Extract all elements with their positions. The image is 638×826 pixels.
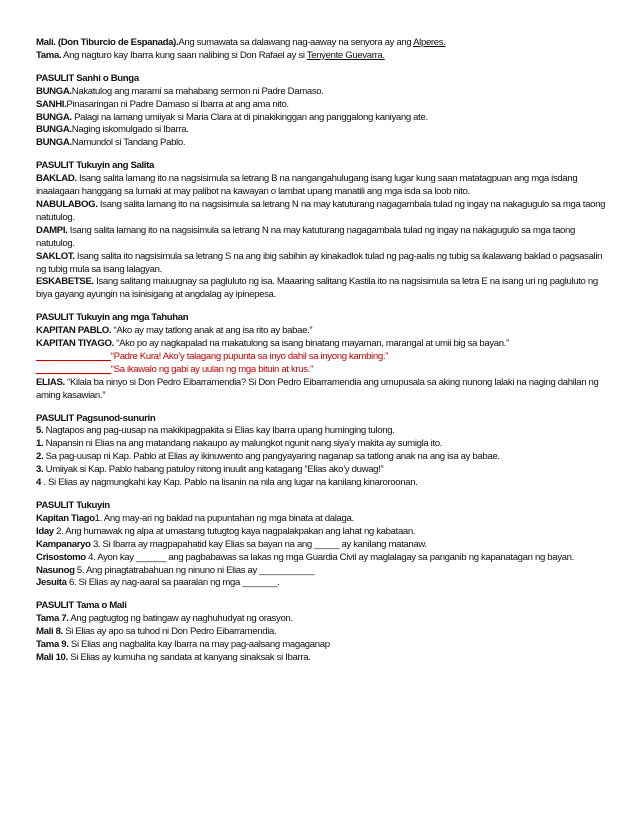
answer-line: KAPITAN TIYAGO. “Ako po ay nagkapalad na makatulong sa isang binatang mayaman, marangal at umii big sa bayan.” [36,338,509,350]
answer-line: BUNGA.Nakatulog ang marami sa mahabang sermon ni Padre Damaso. [36,85,324,97]
answer-line: _______________“Sa ikawalo ng gabi ay uulan ng mga bituin at krus.” [36,363,313,375]
answer-line: Iday 2. Ang humawak ng alpa at umastang tutugtog kaya nagpalakpakan ang lahat ng kabataan. [36,525,416,537]
answer-line: Tama 7. Ang pagtugtog ng batingaw ay naghuhudyat ng orasyon. [36,613,293,625]
answer-line: Mali 8. Si Elias ay apo sa tuhod ni Don Pedro Eibarramendia. [36,626,277,638]
answer-line: 1. Napansin ni Elias na ang matandang nakaupo ay malungkot ngunit nang siya’y makita ay sumigla ito. [36,438,443,450]
section-title: PASULIT Tukuyin [36,500,110,511]
answer-line: Kampanaryo 3. Si Ibarra ay magpapahatid kay Elias sa bayan na ang _____ ay kanilang matanaw. [36,538,427,550]
answer-line: Mali. (Don Tiburcio de Espanada).Ang sumawata sa dalawang nag-aaway na senyora ay ang Alperes. [36,37,446,48]
answer-line: BUNGA. Palagi na lamang umiiyak si Maria Clara at di pinakikinggan ang panggalong kaniyang ate. [36,111,428,123]
answer-line: 5. Nagtapos ang pag-uusap na makikipagpakita si Elias kay Ibarra upang huminging tulong. [36,425,395,437]
answer-line: Mali 10. Si Elias ay kumuha ng sandata at kanyang sinaksak si Ibarra. [36,651,311,663]
answer-line: DAMPI. Isang salita lamang ito na nagsisimula sa letrang N na may katuturang nagagambala tulad ng ingay na nakagugulo sa mga taong natutulog. [36,224,576,249]
answer-line: Tama 9. Si Elias ang nagbalita kay Ibarra na may pag-aalsang magaganap [36,639,330,651]
answer-line: _______________“Padre Kura! Ako’y talagang pupunta sa inyo dahil sa inyong kambing.” [36,350,388,362]
answer-line: SAKLOT. Isang salita ito nagsisimula sa letrang S na ang ibig sabihin ay kinakadlok tulad ng pag-aalis ng tubig sa ikalawang baklad o pagsasalin ng tubig mula sa isang lalagyan. [36,250,603,275]
section-title: PASULIT Tukuyin ang mga Tahuhan [36,312,189,324]
section-title: PASULIT Tama o Mali [36,600,127,612]
answer-line: BUNGA.Namundol si Tandang Pablo. [36,137,186,149]
section-title: PASULIT Pagsunod-sunurin [36,412,156,424]
section-title: PASULIT Tukuyin ang Salita [36,160,154,172]
answer-line: Crisostomo 4. Ayon kay ______ ang pagbabawas sa lakas ng mga Guardia Civil ay maglalagay sa panganib ng kapanatagan ng bayan. [36,551,574,563]
answer-line: SANHI.Pinasaringan ni Padre Damaso si Ibarra at ang ama nito. [36,98,289,110]
answer-line: BAKLAD. Isang salita lamang ito na nagsisimula sa letrang B na nangangahulugang isang lugar kung saan matatagpuan ang mga isdang inaalagaan hanggang sa lumaki at may palibot na kawayan o lambat upang manatili ang mga isda sa loob nito. [36,173,578,198]
answer-line: Kapitan Tiago1. Ang may-ari ng baklad na pupuntahan ng mga binata at dalaga. [36,512,354,524]
answer-line: ESKABETSE. Isang salitang maiuugnay sa pagluluto ng isa. Maaaring salitang Kastila ito na nagsisimula sa letra E na isang uri ng pagluluto ng biya gayang ayungin na isinisigang at angdalag ay ipinepesa. [36,276,598,301]
answer-line: Nasunog 5. Ang pinagtatrabahuan ng ninuno ni Elias ay ___________ [36,564,315,576]
answer-line: Tama. Ang nagturo kay Ibarra kung saan nalibing si Don Rafael ay si Tenyente Guevarra. [36,49,385,61]
answer-line: 3. Umiiyak si Kap. Pablo habang patuloy nitong inuulit ang katagang “Elias ako’y duwag!” [36,464,384,476]
answer-line: BUNGA.Naging iskomulgado si Ibarra. [36,124,189,136]
answer-line: NABULABOG. Isang salita lamang ito na nagsisimula sa letrang N na may katuturang nagagambala tulad ng ingay na nakagugulo sa mga taong natutulog. [36,198,606,223]
answer-line: Jesuita 6. Si Elias ay nag-aaral sa paaralan ng mga _______. [36,577,280,589]
section-title: PASULIT Sanhi o Bunga [36,72,139,84]
answer-line: 2. Sa pag-uusap ni Kap. Pablo at Elias ay ikinuwento ang pangyayaring naganap sa tatlong anak na ang isa ay babae. [36,451,500,463]
answer-line: 4 . Si Elias ay nagmungkahi kay Kap. Pablo na lisanin na nila ang lugar na kanilang kinaroroonan. [36,477,418,489]
answer-line: ELIAS. “Kilala ba ninyo si Don Pedro Eibarramendia? Si Don Pedro Eibarramendia ang umupusala sa aking nunong lalaki na naging dahilan ng aming kasawian.” [36,376,599,401]
document-page [36,37,606,665]
answer-line: KAPITAN PABLO. “Ako ay may tatlong anak at ang isa rito ay babae.” [36,325,313,337]
